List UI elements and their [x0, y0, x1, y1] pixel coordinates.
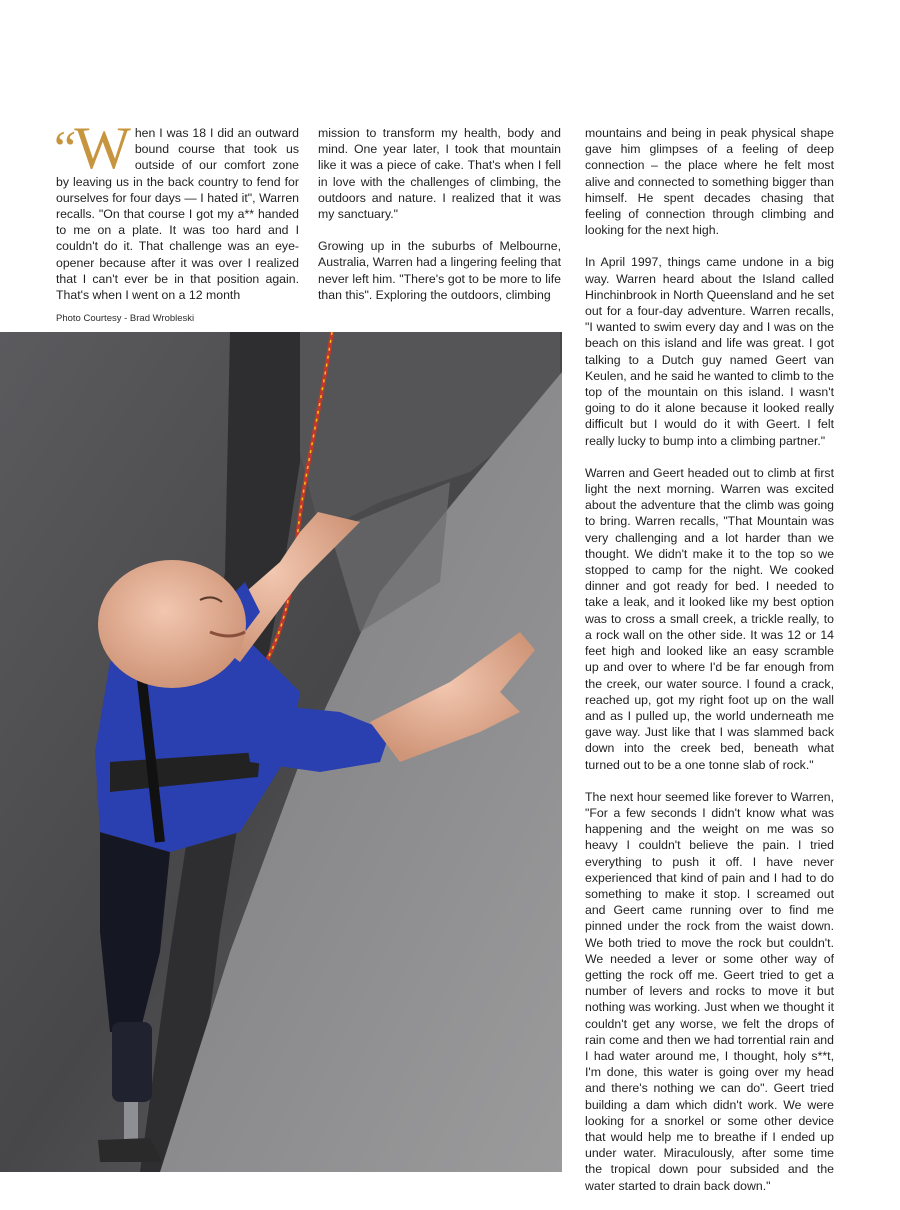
dropcap — [54, 115, 131, 181]
article-column-2 — [318, 125, 561, 319]
dropcap-quote-mark: “ — [54, 120, 77, 176]
col3-paragraph-4: The next hour seemed like forever to Warren, "For a few seconds I didn't know what was happening and the weight on me was so heavy I couldn't believe the pain. I tried everything to push it off. I have never experienced that kind of pain and I had to do something to make it stop. I screamed out and Geert came running over to find me pinned under the rock from the waist down. We both tried to move the rock but couldn't. We needed a lever or some other way of getting the rock off me. Geert tried to get a number of levers and rocks to move it but nothing was working. Just when we thought it couldn't get any worse, we felt the drops of rain come and then we had torrential rain and I had water around me, I thought, holy s**t, I'm done, this water is going over my head and there's nothing we can do". Geert tried building a dam which didn't work. We were looking for a snorkel or some other device that would help me to breathe if I ended up under water. Miraculously, after some time the tropical down pour subsided and the water started to drain back down." — [585, 789, 834, 1193]
climber-knee-pad — [112, 1022, 152, 1102]
climber-head — [98, 560, 246, 688]
col1-text: hen I was 18 I did an outward bound course that took us outside of our comfort zone by leaving us in the back country to fend for ourselves for four days — I hated it", Warren recalls. "On that course I got my a** handed to me on a plate. It was too hard and I couldn't do it. That challenge was an eye-opener because after it was over I realized that I can't ever be in that position again. That's when I went on a 12 month — [56, 126, 299, 303]
climber-illustration — [0, 332, 562, 1172]
article-column-3 — [585, 125, 834, 1210]
article-column-1 — [54, 115, 299, 303]
photo-caption: Photo Courtesy - Brad Wrobleski — [56, 313, 195, 324]
col2-paragraph-2: Growing up in the suburbs of Melbourne, Australia, Warren had a lingering feeling that never left him. "There's got to be more to life than this". Exploring the outdoors, climbing — [318, 239, 561, 302]
col3-paragraph-1: mountains and being in peak physical shape gave him glimpses of a feeling of deep connection – the place where he felt most alive and connected to something bigger than himself. He spent decades chasing that feeling of connection through climbing and looking for the next high. — [585, 126, 834, 238]
dropcap-letter: W — [74, 115, 131, 181]
climber-photo — [0, 332, 562, 1172]
col3-paragraph-2: In April 1997, things came undone in a big way. Warren heard about the Island called Hinchinbrook in North Queensland and he set out for a four-day adventure. Warren recalls, "I wanted to swim every day and I was on the beach on this island and life was great. I got talking to a Dutch guy named Geert van Keulen, and he said he wanted to climb to the top of the mountain on this island. I wasn't going to do it alone because it looked really difficult but I would do it with Geert. I felt really lucky to bump into a climbing partner." — [585, 255, 834, 448]
col3-paragraph-3: Warren and Geert headed out to climb at first light the next morning. Warren was excited about the adventure that the climb was going to bring. Warren recalls, "That Mountain was very challenging and a lot harder than we thought. We didn't make it to the top so we stopped to camp for the night. We cooked dinner and got ready for bed. I needed to take a leak, and it looked like my best option was to cross a small creek, a trickle really, to a rock wall on the other side. It was 12 or 14 feet high and looked like an easy scramble up and over to where I'd be far enough from the creek, our water source. I found a crack, reached up, got my right foot up on the wall and as I pulled up, the world underneath me gave way. Just like that I was slammed back down into the creek bed, beneath what turned out to be a one tonne slab of rock." — [585, 465, 834, 772]
col2-paragraph-1: mission to transform my health, body and mind. One year later, I took that mountain like it was a piece of cake. That's when I fell in love with the challenges of climbing, the outdoors and nature. I realized that it was my sanctuary." — [318, 126, 561, 222]
